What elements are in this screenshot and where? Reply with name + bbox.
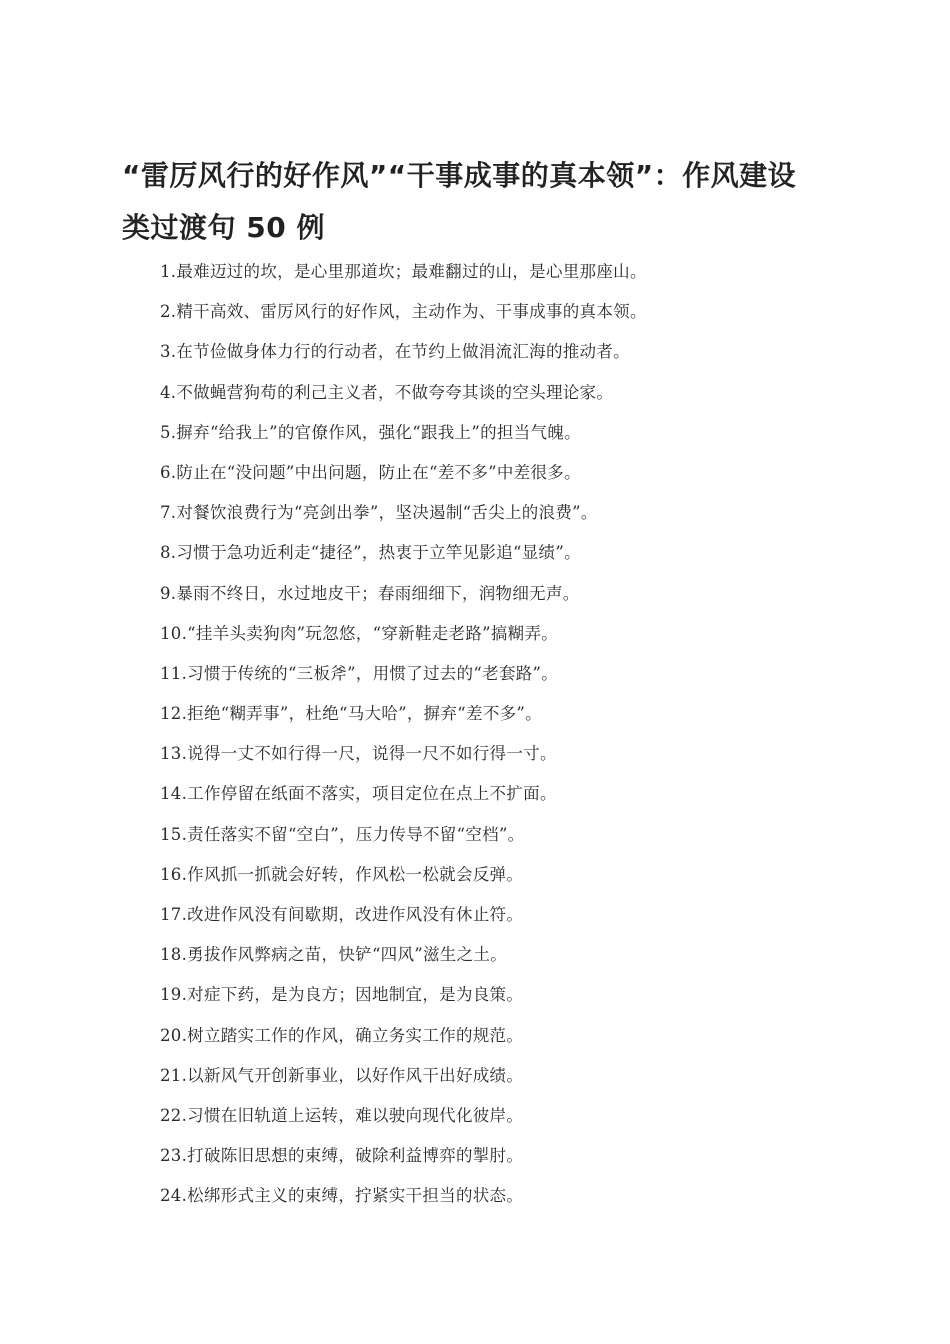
list-item: 20.树立踏实工作的作风，确立务实工作的规范。 (160, 1025, 524, 1045)
list-item: 24.松绑形式主义的束缚，拧紧实干担当的状态。 (160, 1186, 524, 1206)
list-item: 19.对症下药，是为良方；因地制宜，是为良策。 (160, 985, 524, 1005)
list-item: 7.对餐饮浪费行为“亮剑出拳”，坚决遏制“舌尖上的浪费”。 (160, 503, 598, 523)
list-item: 9.暴雨不终日，水过地皮干；春雨细细下，润物细无声。 (160, 583, 580, 603)
list-item: 17.改进作风没有间歇期，改进作风没有休止符。 (160, 905, 524, 924)
list-item: 2.精干高效、雷厉风行的好作风，主动作为、干事成事的真本领。 (160, 302, 647, 322)
list-item: 14.工作停留在纸面不落实，项目定位在点上不扩面。 (160, 784, 557, 804)
sentence-list (160, 252, 840, 1217)
list-item: 15.责任落实不留“空白”，压力传导不留“空档”。 (160, 824, 525, 844)
list-item: 18.勇拔作风弊病之苗，快铲“四风”滋生之土。 (160, 945, 508, 965)
list-item: 1.最难迈过的坎，是心里那道坎；最难翻过的山，是心里那座山。 (160, 262, 647, 281)
list-item: 12.拒绝“糊弄事”，杜绝“马大哈”，摒弃“差不多”。 (160, 704, 542, 724)
list-item: 3.在节俭做身体力行的行动者，在节约上做涓流汇海的推动者。 (160, 342, 630, 362)
list-item: 5.摒弃“给我上”的官僚作风，强化“跟我上”的担当气魄。 (160, 422, 581, 442)
list-item: 22.习惯在旧轨道上运转，难以驶向现代化彼岸。 (160, 1105, 524, 1125)
list-item: 8.习惯于急功近利走“捷径”，热衷于立竿见影追“显绩”。 (160, 543, 581, 563)
list-item: 11.习惯于传统的“三板斧”，用惯了过去的“老套路”。 (160, 663, 559, 683)
list-item: 16.作风抓一抓就会好转，作风松一松就会反弹。 (160, 864, 524, 884)
list-item: 13.说得一丈不如行得一尺，说得一尺不如行得一寸。 (160, 744, 557, 764)
list-item: 23.打破陈旧思想的束缚，破除利益博弈的掣肘。 (160, 1146, 524, 1166)
list-item: 21.以新风气开创新事业，以好作风干出好成绩。 (160, 1065, 524, 1085)
list-item: 6.防止在“没问题”中出问题，防止在“差不多”中差很多。 (160, 462, 581, 482)
list-item: 10.“挂羊头卖狗肉”玩忽悠，“穿新鞋走老路”搞糊弄。 (160, 623, 559, 643)
document-title: “雷厉风行的好作风”“干事成事的真本领”：作风建设类过渡句 50 例 (122, 159, 797, 244)
list-item: 4.不做蝇营狗苟的利己主义者，不做夸夸其谈的空头理论家。 (160, 382, 614, 402)
